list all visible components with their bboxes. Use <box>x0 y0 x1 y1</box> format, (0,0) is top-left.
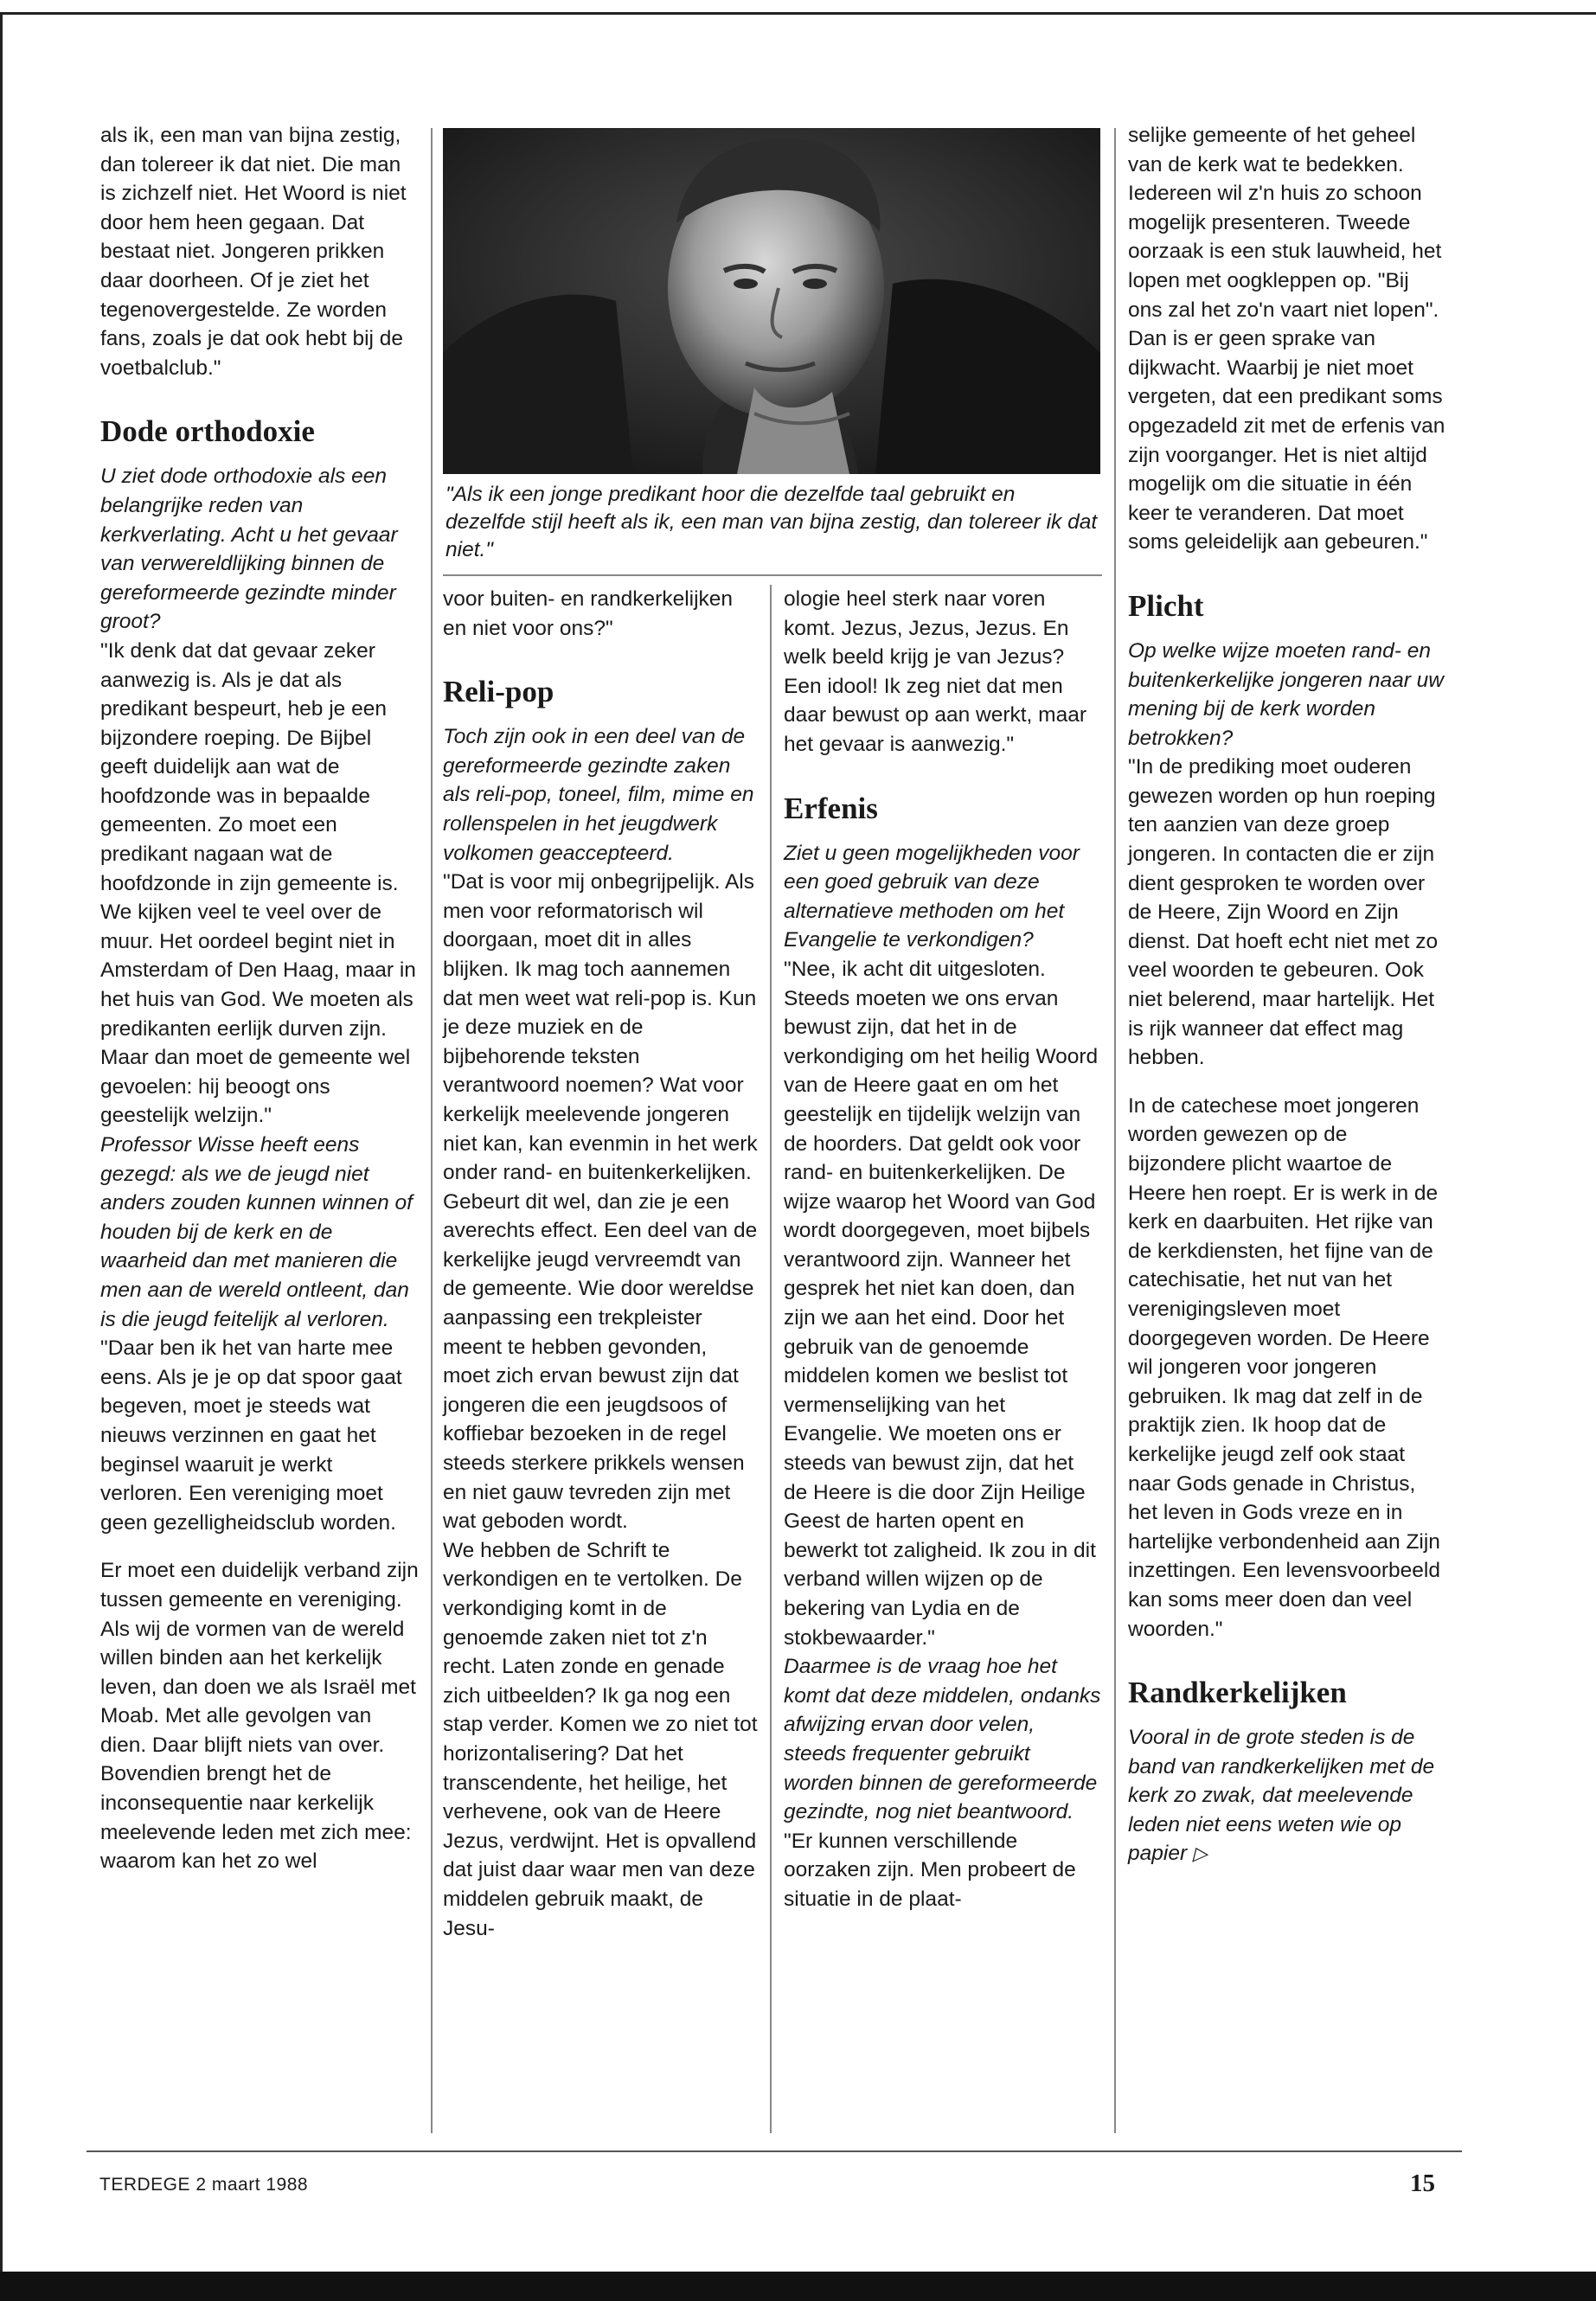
col2-paragraph-2: "Dat is voor mij onbegrijpelijk. Als men voor reformatorisch wil doorgaan, moet dit in alles blijken. Ik mag toch aannemen dat men weet wat reli-pop is. Kun je deze muziek en de bijbehorende teksten verantwoord noemen? Wat voor kerkelijk meelevende jongeren niet kan, kan evenmin in het werk onder rand- en buitenkerkelijken. Gebeurt dit wel, dan zie je een averechts effect. Een deel van de kerkelijke jeugd vervreemdt van de gemeente. Wie door wereldse aanpassing een trekpleister meent te hebben gevonden, moet zich ervan bewust zijn dat jongeren die een jeugdsoos of koffiebar bezoeken in de regel steeds sterkere prikkels wensen en niet gauw tevreden zijn met wat geboden wordt. <box>443 870 758 1534</box>
bottom-border <box>0 2272 1596 2301</box>
col3-paragraph-3: "Er kunnen verschillende oorzaken zijn. Men probeert de situatie in de plaat- <box>784 1829 1076 1911</box>
column-divider-2 <box>770 585 772 2133</box>
photo-caption: "Als ik een jonge predikant hoor die dezelfde taal gebruikt en dezelfde stijl heeft als ik, een man van bijna zestig, dan tolereer ik dat niet." <box>445 483 1098 561</box>
portrait-photo <box>443 128 1100 474</box>
question-randkerkelijken-text: Vooral in de grote steden is de band van randkerkelijken met de kerk zo zwak, dat meelevende leden niet eens weten wie op papier <box>1128 1726 1435 1866</box>
column-1 <box>100 121 420 1876</box>
question-dode-orthodoxie: U ziet dode orthodoxie als een belangrijke reden van kerkverlating. Acht u het gevaar van verwereldlijking binnen de gereformeerde gezindte minder groot? <box>100 465 398 634</box>
heading-randkerkelijken: Randkerkelijken <box>1128 1676 1347 1710</box>
heading-erfenis: Erfenis <box>784 791 878 825</box>
col2-paragraph-1: voor buiten- en randkerkelijken en niet voor ons?" <box>443 587 734 640</box>
col1-paragraph-3: "Daar ben ik het van harte mee eens. Als je je op dat spoor gaat begeven, moet je steeds wat nieuws verzinnen en gaat het beginsel waaruit je werkt verloren. Een vereniging moet geen gezelligheidsclub worden. <box>100 1336 402 1535</box>
top-border <box>0 12 1596 15</box>
portrait-image <box>443 128 1100 474</box>
col1-paragraph-2: "Ik denk dat dat gevaar zeker aanwezig is. Als je dat als predikant bespeurt, heb je een bijzondere roeping. De Bijbel geeft duidelijk aan wat de hoofdzonde was in bepaalde gemeenten. Zo moet een predikant nagaan wat de hoofdzonde in zijn gemeente is. We kijken veel te veel over de muur. Het oordeel begint niet in Amsterdam of Den Haag, maar in het huis van God. We moeten als predikanten eerlijk durven zijn. Maar dan moet de gemeente wel gevoelen: hij beoogt ons geestelijk welzijn." <box>100 638 416 1128</box>
column-4 <box>1128 121 1446 1868</box>
footer-rule <box>87 2150 1462 2152</box>
caption-rule <box>443 574 1102 576</box>
column-3 <box>784 585 1102 1914</box>
issue-label: TERDEGE 2 maart 1988 <box>99 2175 309 2195</box>
heading-reli-pop: Reli-pop <box>443 675 554 709</box>
continue-arrow-icon: ▷ <box>1192 1843 1208 1865</box>
col1-paragraph-1: als ik, een man van bijna zestig, dan tolereer ik dat niet. Die man is zichzelf niet. Het Woord is niet door hem heen gegaan. Dat bestaat niet. Jongeren prikken daar doorheen. Of je ziet het tegenovergestelde. Ze worden fans, zoals je dat ook hebt bij de voetbalclub." <box>100 124 407 380</box>
column-2 <box>443 585 758 1943</box>
col2-paragraph-3: We hebben de Schrift te verkondigen en te vertolken. De verkondiging komt in de genoemde zaken niet tot z'n recht. Laten zonde en genade zich uitbeelden? Ik ga nog een stap verder. Komen we zo niet tot horizontalisering? Dat het transcendente, het heilige, het verhevene, ook van de Heere Jezus, verdwijnt. Het is opvallend dat juist daar waar men van deze middelen gebruik maakt, de Jesu- <box>443 1538 758 1940</box>
col4-paragraph-1: selijke gemeente of het geheel van de kerk wat te bedekken. Iedereen wil z'n huis zo schoon mogelijk presenteren. Tweede oorzaak is een stuk lauwheid, het lopen met oogkleppen op. "Bij ons zal het zo'n vaart niet lopen". Dan is er geen sprake van dijkwacht. Waarbij je niet moet vergeten, dat een predikant soms opgezadeld zit met de erfenis van zijn voorganger. Het is niet altijd mogelijk om die situatie in één keer te veranderen. Dat moet soms geleidelijk aan gebeuren." <box>1128 124 1445 554</box>
column-divider-1 <box>431 128 433 2133</box>
col3-paragraph-2: "Nee, ik acht dit uitgesloten. Steeds moeten we ons ervan bewust zijn, dat het in de verkondiging om het heilig Woord van de Heere gaat en om het geestelijk en tijdelijk welzijn van de hoorders. Dat geldt ook voor rand- en buitenkerkelijken. De wijze waarop het Woord van God wordt doorgegeven, moet bijbels verantwoord zijn. Wanneer het gesprek het niet kan doen, dan zijn we aan het eind. Door het gebruik van de genoemde middelen komen we beslist tot vermenselijking van het Evangelie. We moeten ons er steeds van bewust zijn, dat het de Heere is die door Zijn Heilige Geest de harten opent en bewerkt tot zaligheid. Ik zou in dit verband willen wijzen op de bekering van Lydia en de stokbewaarder." <box>784 957 1099 1650</box>
heading-dode-orthodoxie: Dode orthodoxie <box>100 414 315 449</box>
question-reli-pop: Toch zijn ook in een deel van de gereformeerde gezindte zaken als reli-pop, toneel, film, mime en rollenspelen in het jeugdwerk volkomen geaccepteerd. <box>443 725 754 865</box>
column-divider-3 <box>1114 128 1116 2133</box>
left-border <box>0 12 3 2279</box>
col1-paragraph-4: Er moet een duidelijk verband zijn tussen gemeente en vereniging. Als wij de vormen van de wereld willen binden aan het kerkelijk leven, dan doen we als Israël met Moab. Met alle gevolgen van dien. Daar blijft niets van over. Bovendien brengt het de inconsequentie naar kerkelijk meelevende leden met zich mee: waarom kan het zo wel <box>100 1559 419 1874</box>
col4-paragraph-2: "In de prediking moet ouderen gewezen worden op hun roeping ten aanzien van deze groep jongeren. In contacten die er zijn dient gesproken te worden over de Heere, Zijn Woord en Zijn dienst. Dat hoeft echt niet met zo veel woorden te gebeuren. Ook niet belerend, maar hartelijk. Het is rijk wanneer dat effect mag hebben. <box>1128 755 1439 1070</box>
question-daarmee: Daarmee is de vraag hoe het komt dat deze middelen, ondanks afwijzing ervan door velen, steeds frequenter gebruikt worden binnen de gereformeerde gezindte, nog niet beantwoord. <box>784 1655 1101 1824</box>
question-plicht: Op welke wijze moeten rand- en buitenkerkelijke jongeren naar uw mening bij de kerk worden betrokken? <box>1128 638 1444 750</box>
question-wisse: Professor Wisse heeft eens gezegd: als we de jeugd niet anders zouden kunnen winnen of houden bij de kerk en de waarheid dan met manieren die men aan de wereld ontleent, dan is die jeugd feitelijk al verloren. <box>100 1133 413 1331</box>
question-erfenis: Ziet u geen mogelijkheden voor een goed gebruik van deze alternatieve methoden om het Evangelie te verkondigen? <box>784 841 1080 952</box>
page-number: 15 <box>1410 2170 1435 2197</box>
heading-plicht: Plicht <box>1128 588 1204 623</box>
question-randkerkelijken <box>1128 1723 1446 1868</box>
col4-paragraph-3: In de catechese moet jongeren worden gewezen op de bijzondere plicht waartoe de Heere hen roept. Er is werk in de kerk en daarbuiten. Het rijke van de kerkdiensten, het fijne van de catechisatie, het nut van het verenigingsleven moet doorgegeven worden. De Heere wil jongeren voor jongeren gebruiken. Ik mag dat zelf in de praktijk zien. Ik hoop dat de kerkelijke jeugd zelf ook staat naar Gods genade in Christus, het leven in Gods vreze en in hartelijke verbondenheid aan Zijn inzettingen. Een levensvoorbeeld kan soms meer doen dan veel woorden." <box>1128 1093 1440 1641</box>
col3-paragraph-1: ologie heel sterk naar voren komt. Jezus, Jezus, Jezus. En welk beeld krijg je van Jezus? Een idool! Ik zeg niet dat men daar bewust op aan werkt, maar het gevaar is aanwezig." <box>784 587 1086 756</box>
